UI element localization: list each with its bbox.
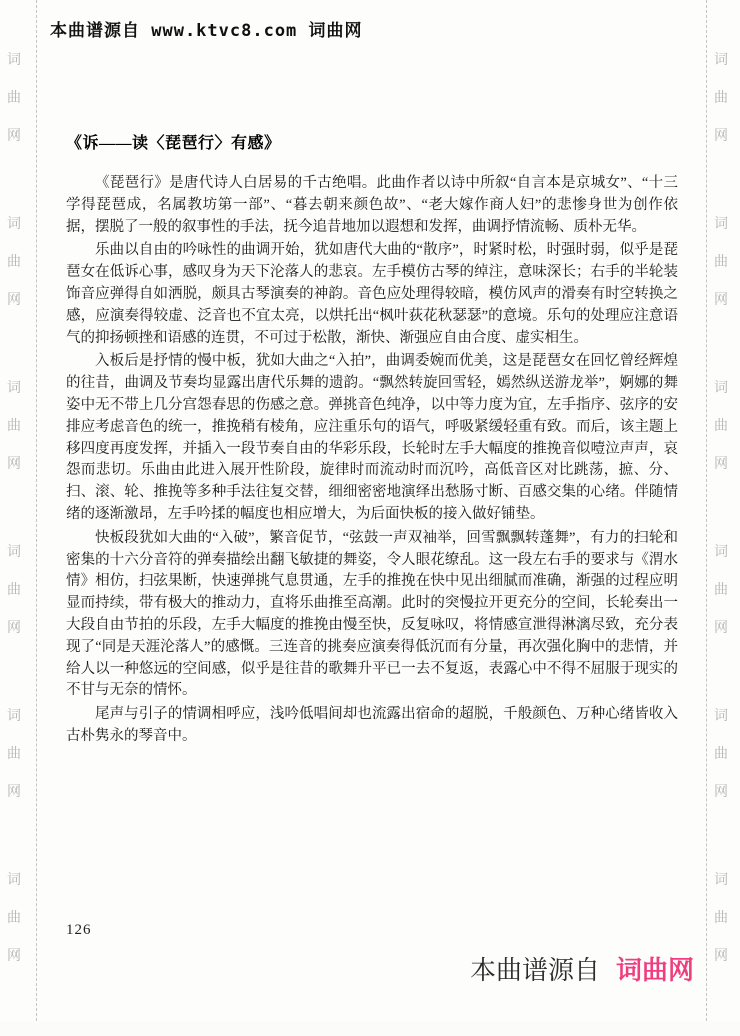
side-watermark-char: 词 bbox=[7, 215, 21, 231]
side-watermark-group bbox=[714, 708, 728, 798]
side-watermark-char: 词 bbox=[7, 379, 21, 395]
side-watermark-group bbox=[7, 544, 21, 634]
side-watermark-char: 网 bbox=[714, 291, 728, 307]
side-watermark-char: 网 bbox=[7, 783, 21, 799]
side-watermark-group bbox=[714, 216, 728, 306]
side-watermark-group bbox=[714, 544, 728, 634]
side-watermark-group bbox=[7, 708, 21, 798]
side-watermark-char: 词 bbox=[714, 871, 728, 887]
article-body bbox=[66, 173, 678, 750]
paragraph: 快板段犹如大曲的“入破”，繁音促节，“弦鼓一声双袖举，回雪飘飘转蓬舞”，有力的扫轮和密集的十六分音符的弹奏描绘出翻飞敏捷的舞姿，令人眼花缭乱。这一段左右手的要求与《渭水情》相仿，扫弦果断，快速弹挑气息贯通，左手的推挽在快中见出细腻而准确，渐强的过程应明显而持续，带有极大的推动力，直将乐曲推至高潮。此时的突慢拉开更充分的空间，长轮奏出一大段自由节拍的乐段，左手大幅度的推挽由慢至快，反复咏叹，将情感宣泄得淋漓尽致，充分表现了“同是天涯沦落人”的感慨。三连音的挑奏应演奏得低沉而有分量，再次强化胸中的悲情，并给人以一种悠远的空间感，似乎是往昔的歌舞升平已一去不复返，表露心中不得不屈服于现实的不甘与无奈的情怀。 bbox=[66, 529, 678, 699]
side-watermark-char: 曲 bbox=[7, 909, 21, 925]
side-watermark-char: 网 bbox=[714, 455, 728, 471]
side-watermark-group bbox=[714, 380, 728, 470]
page-title: 《诉——读〈琵琶行〉有感》 bbox=[66, 135, 281, 152]
side-watermark-char: 曲 bbox=[714, 89, 728, 105]
side-watermark-char: 曲 bbox=[7, 581, 21, 597]
side-watermark-char: 网 bbox=[714, 783, 728, 799]
side-watermark-char: 曲 bbox=[714, 909, 728, 925]
side-watermark-group bbox=[714, 52, 728, 142]
side-watermark-char: 词 bbox=[714, 379, 728, 395]
side-watermark-char: 网 bbox=[7, 291, 21, 307]
side-watermark-char: 网 bbox=[7, 127, 21, 143]
side-watermark-char: 曲 bbox=[714, 581, 728, 597]
bottom-watermark-brand: 词曲网 bbox=[616, 955, 695, 985]
side-watermark-char: 词 bbox=[7, 51, 21, 67]
right-dashed-rule bbox=[706, 0, 707, 1021]
side-watermark-char: 词 bbox=[714, 215, 728, 231]
top-watermark: 本曲谱源自 www.ktvc8.com 词曲网 bbox=[50, 21, 363, 41]
side-watermark-char: 曲 bbox=[714, 253, 728, 269]
side-watermark-char: 词 bbox=[7, 871, 21, 887]
paragraph: 《琵琶行》是唐代诗人白居易的千古绝唱。此曲作者以诗中所叙“自言本是京城女”、“十三学得琵琶成，名属教坊第一部”、“暮去朝来颜色故”、“老大嫁作商人妇”的悲惨身世为创作依据，摆脱了一般的叙事性的手法，抚今追昔地加以遐想和发挥，曲调抒情流畅、质朴无华。 bbox=[66, 175, 678, 235]
side-watermark-char: 曲 bbox=[7, 417, 21, 433]
bottom-watermark bbox=[470, 950, 694, 987]
side-watermark-char: 词 bbox=[714, 543, 728, 559]
side-watermark-char: 网 bbox=[714, 127, 728, 143]
side-watermark-char: 网 bbox=[714, 619, 728, 635]
side-watermark-group bbox=[7, 216, 21, 306]
side-watermark-char: 词 bbox=[7, 707, 21, 723]
side-watermark-char: 网 bbox=[7, 619, 21, 635]
page-number: 126 bbox=[66, 922, 92, 938]
side-watermark-char: 网 bbox=[7, 947, 21, 963]
side-watermark-group bbox=[7, 380, 21, 470]
side-watermark-char: 曲 bbox=[7, 89, 21, 105]
paragraph: 入板后是抒情的慢中板，犹如大曲之“入拍”，曲调委婉而优美，这是琵琶女在回忆曾经辉煌的往昔，曲调及节奏均显露出唐代乐舞的遗韵。“飘然转旋回雪轻，嫣然纵送游龙举”，婀娜的舞姿中无不带上几分宫怨春思的伤感之意。弹挑音色纯净，以中等力度为宜，左手指序、弦序的安排应考虑音色的统一，推挽稍有棱角，应注重乐句的语气，呼吸紧缓轻重有致。而后，该主题上移四度再度发挥，并插入一段节奏自由的华彩乐段，长轮时左手大幅度的推挽音似噎泣声声，哀怨而悲切。乐曲由此进入展开性阶段，旋律时而流动时而沉吟，高低音区对比跳荡，摭、分、扫、滚、轮、推挽等多种手法往复交替，细细密密地演绎出愁肠寸断、百感交集的心绪。伴随情绪的逐渐激昂，左手吟揉的幅度也相应增大，为后面快板的接入做好铺垫。 bbox=[66, 353, 678, 522]
paragraph: 尾声与引子的情调相呼应，浅吟低唱间却也流露出宿命的超脱，千般颜色、万种心绪皆收入古朴隽永的琴音中。 bbox=[66, 706, 678, 744]
side-watermark-char: 词 bbox=[7, 543, 21, 559]
right-side-watermark bbox=[714, 52, 728, 1036]
side-watermark-char: 词 bbox=[714, 51, 728, 67]
side-watermark-char: 曲 bbox=[7, 745, 21, 761]
bottom-watermark-prefix: 本曲谱源自 bbox=[470, 955, 601, 985]
side-watermark-char: 网 bbox=[7, 455, 21, 471]
side-watermark-char: 曲 bbox=[714, 417, 728, 433]
side-watermark-char: 词 bbox=[714, 707, 728, 723]
side-watermark-group bbox=[714, 872, 728, 962]
side-watermark-char: 曲 bbox=[714, 745, 728, 761]
left-dashed-rule bbox=[36, 0, 37, 1021]
side-watermark-group bbox=[7, 52, 21, 142]
side-watermark-char: 曲 bbox=[7, 253, 21, 269]
paragraph: 乐曲以自由的吟咏性的曲调开始，犹如唐代大曲的“散序”，时紧时松，时强时弱，似乎是琵琶女在低诉心事，感叹身为天下沦落人的悲哀。左手模仿古琴的绰注，意味深长；右手的半轮装饰音应弹得自如洒脱，颇具古琴演奏的神韵。音色应处理得较暗，模仿风声的滑奏有时空转换之感，应演奏得较虚、泛音也不宜太亮，以烘托出“枫叶荻花秋瑟瑟”的意境。乐句的处理应注意语气的抑扬顿挫和语感的连贯，不可过于松散，渐快、渐强应自由合度、虚实相生。 bbox=[66, 242, 678, 346]
side-watermark-group bbox=[7, 872, 21, 962]
left-side-watermark bbox=[7, 52, 21, 1036]
side-watermark-char: 网 bbox=[714, 947, 728, 963]
